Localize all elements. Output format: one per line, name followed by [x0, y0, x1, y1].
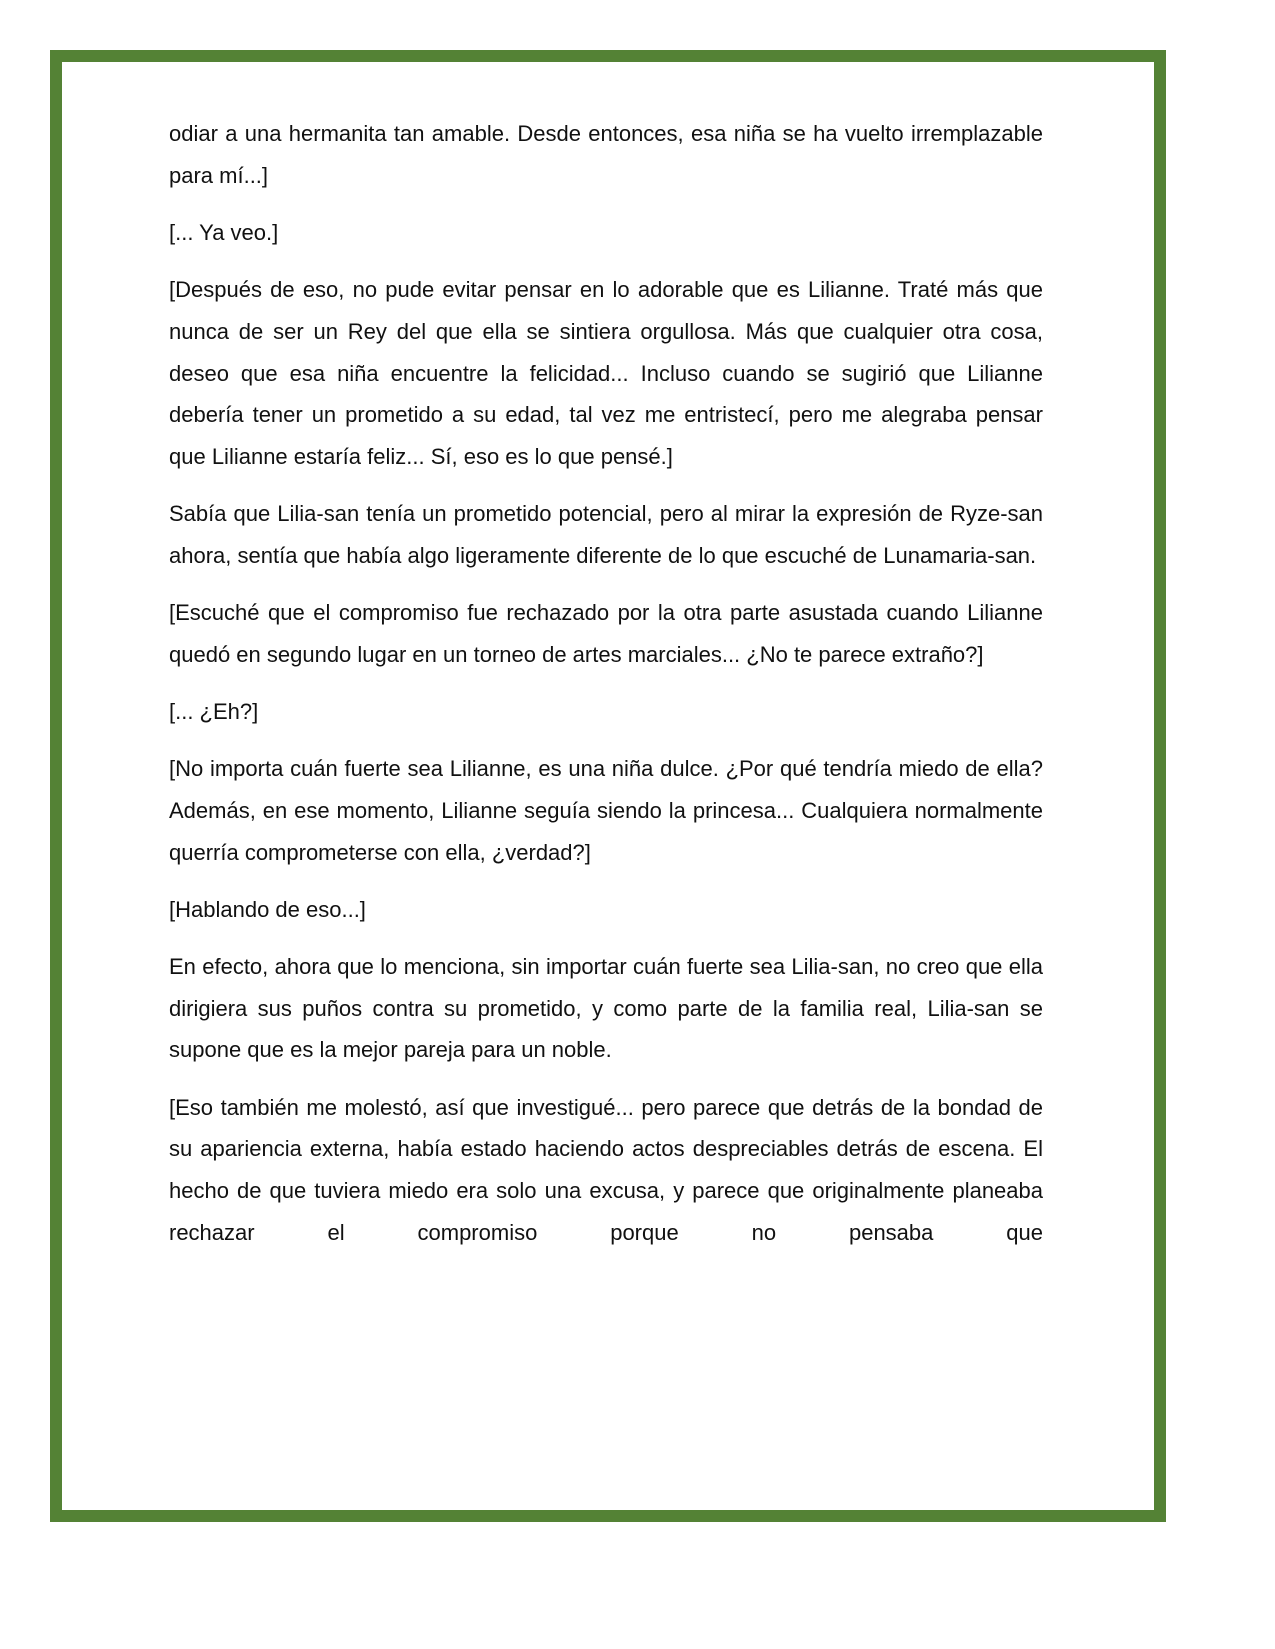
- document-body: [169, 113, 1043, 1269]
- paragraph: [Escuché que el compromiso fue rechazado por la otra parte asustada cuando Lilianne quedó en segundo lugar en un torneo de artes marciales... ¿No te parece extraño?]: [169, 600, 1043, 667]
- paragraph: [Después de eso, no pude evitar pensar en lo adorable que es Lilianne. Traté más que nunca de ser un Rey del que ella se sintiera orgullosa. Más que cualquier otra cosa, deseo que esa niña encuentre la felicidad... Incluso cuando se sugirió que Lilianne debería tener un prometido a su edad, tal vez me entristecí, pero me alegraba pensar que Lilianne estaría feliz... Sí, eso es lo que pensé.]: [169, 277, 1043, 469]
- paragraph: [Hablando de eso...]: [169, 896, 366, 922]
- paragraph: [... ¿Eh?]: [169, 698, 259, 724]
- paragraph: [No importa cuán fuerte sea Lilianne, es una niña dulce. ¿Por qué tendría miedo de ella? Además, en ese momento, Lilianne seguía siendo la princesa... Cualquiera normalmente querría comprometerse con ella, ¿verdad?]: [169, 756, 1043, 865]
- paragraph: [... Ya veo.]: [169, 219, 279, 245]
- paragraph: odiar a una hermanita tan amable. Desde entonces, esa niña se ha vuelto irremplazable para mí...]: [169, 121, 1043, 188]
- paragraph: En efecto, ahora que lo menciona, sin importar cuán fuerte sea Lilia-san, no creo que ella dirigiera sus puños contra su prometido, y como parte de la familia real, Lilia-san se supone que es la mejor pareja para un noble.: [169, 953, 1043, 1063]
- paragraph: [Eso también me molestó, así que investigué... pero parece que detrás de la bondad de su apariencia externa, había estado haciendo actos despreciables detrás de escena. El hecho de que tuviera miedo era solo una excusa, y parece que originalmente planeaba rechazar el compromiso porque no pensaba que: [169, 1094, 1043, 1245]
- paragraph: Sabía que Lilia-san tenía un prometido potencial, pero al mirar la expresión de Ryze-san ahora, sentía que había algo ligeramente diferente de lo que escuché de Lunamaria-san.: [169, 501, 1043, 568]
